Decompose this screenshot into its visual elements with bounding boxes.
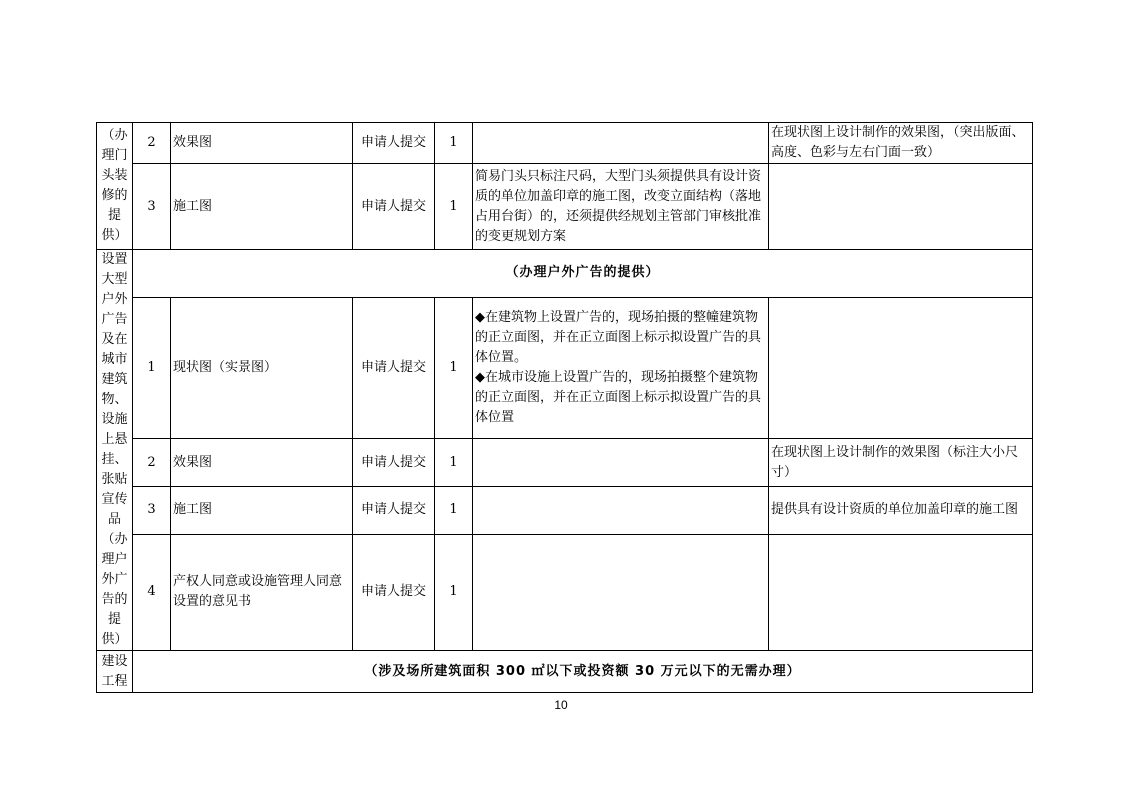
section-heading-ad: （办理户外广告的提供） <box>133 250 1033 298</box>
requirement-item: ◆在城市设施上设置广告的，现场拍摄整个建筑物的正立面图，并在正立面图上标示拟设置广告的具体位置 <box>475 370 762 426</box>
category-label: 建设工程 <box>101 653 128 689</box>
material-name: 施工图 <box>171 487 353 535</box>
remark: 在现状图上设计制作的效果图，（突出版面、高度、色彩与左右门面一致） <box>769 123 1033 164</box>
requirement <box>473 123 769 164</box>
requirement: 简易门头只标注尺码，大型门头须提供具有设计资质的单位加盖印章的施工图，改变立面结构（落地占用台街）的，还须提供经规划主管部门审核批准的变更规划方案 <box>473 164 769 250</box>
requirement <box>473 439 769 487</box>
row-number: 2 <box>133 123 171 164</box>
requirement <box>473 297 769 439</box>
submitter: 申请人提交 <box>353 487 435 535</box>
copy-count: 1 <box>435 534 473 650</box>
remark: 提供具有设计资质的单位加盖印章的施工图 <box>769 487 1033 535</box>
submitter: 申请人提交 <box>353 297 435 439</box>
section-heading-build: （涉及场所建筑面积 300 ㎡以下或投资额 30 万元以下的无需办理） <box>133 651 1033 693</box>
row-number: 3 <box>133 487 171 535</box>
row-number: 3 <box>133 164 171 250</box>
table-row <box>97 123 1033 164</box>
table-row <box>97 534 1033 650</box>
copy-count: 1 <box>435 487 473 535</box>
category-label: 设置大型户外广告及在城市建筑物、设施上悬挂、张贴宣传品（办理户外广告的提供） <box>101 252 128 647</box>
row-number: 4 <box>133 534 171 650</box>
material-name: 效果图 <box>171 439 353 487</box>
submitter: 申请人提交 <box>353 534 435 650</box>
remark: 在现状图上设计制作的效果图（标注大小尺寸） <box>769 439 1033 487</box>
page-number: 10 <box>554 698 568 712</box>
category-build-cell <box>97 651 133 693</box>
requirement <box>473 487 769 535</box>
copy-count: 1 <box>435 297 473 439</box>
material-name: 现状图（实景图） <box>171 297 353 439</box>
copy-count: 1 <box>435 439 473 487</box>
submitter: 申请人提交 <box>353 439 435 487</box>
remark <box>769 164 1033 250</box>
row-number: 2 <box>133 439 171 487</box>
row-number: 1 <box>133 297 171 439</box>
table-row <box>97 651 1033 693</box>
table-row <box>97 250 1033 298</box>
materials-table <box>96 122 1033 693</box>
material-name: 产权人同意或设施管理人同意设置的意见书 <box>171 534 353 650</box>
copy-count: 1 <box>435 123 473 164</box>
category-door-cell <box>97 123 133 250</box>
table-row <box>97 297 1033 439</box>
table-row <box>97 487 1033 535</box>
requirement <box>473 534 769 650</box>
submitter: 申请人提交 <box>353 164 435 250</box>
remark <box>769 297 1033 439</box>
table-row <box>97 164 1033 250</box>
table-row <box>97 439 1033 487</box>
material-name: 施工图 <box>171 164 353 250</box>
material-name: 效果图 <box>171 123 353 164</box>
copy-count: 1 <box>435 164 473 250</box>
category-label: （办理门头装修的提供） <box>101 128 128 243</box>
category-ad-cell <box>97 250 133 651</box>
remark <box>769 534 1033 650</box>
requirement-item: ◆在建筑物上设置广告的，现场拍摄的整幢建筑物的正立面图，并在正立面图上标示拟设置广告的具体位置。 <box>475 310 762 366</box>
submitter: 申请人提交 <box>353 123 435 164</box>
